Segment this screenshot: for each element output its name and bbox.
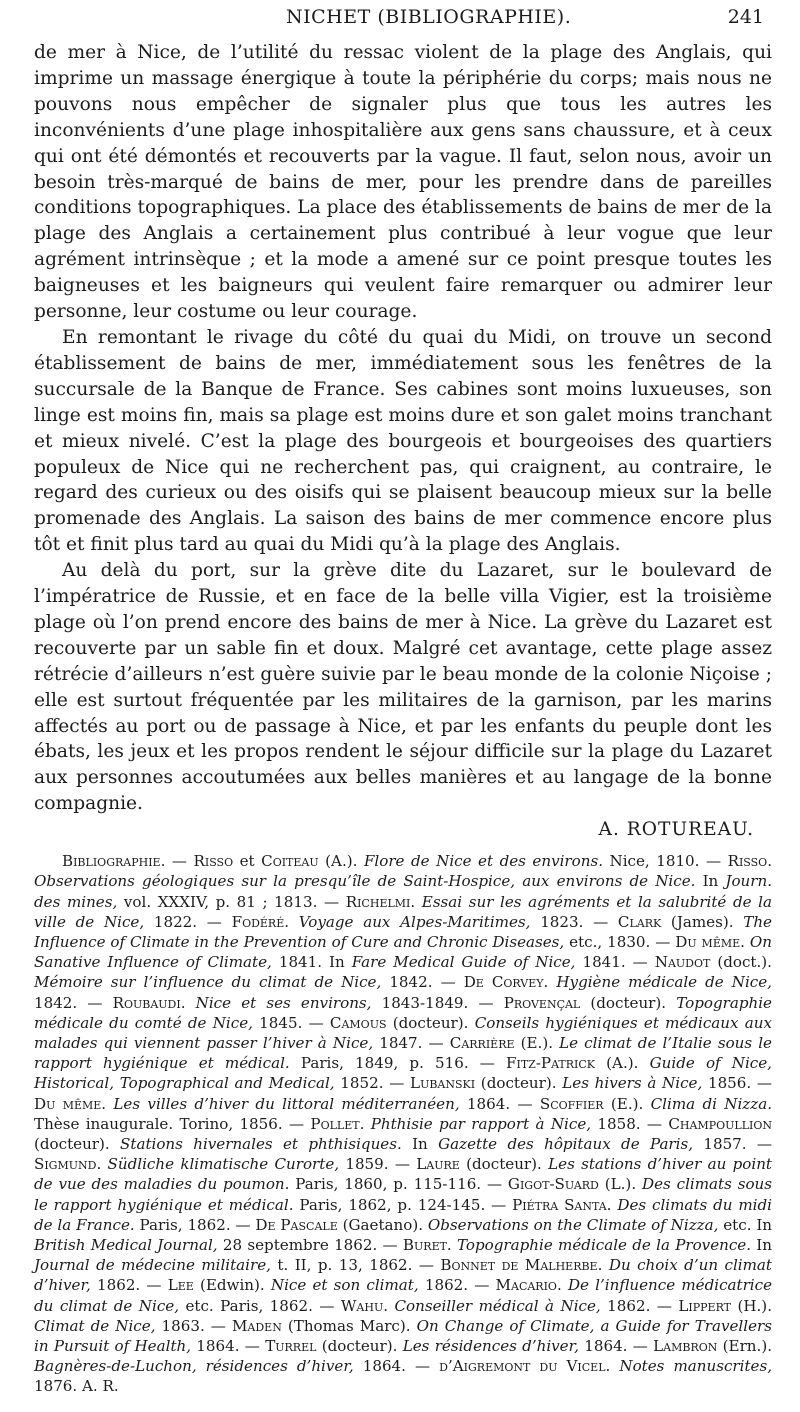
- bib-text: (E.).: [514, 1034, 560, 1053]
- bib-author: Clark: [617, 912, 662, 931]
- bib-title: Observations géologiques sur la presqu’île de Saint-Hospice, aux environs de Nice.: [34, 872, 696, 891]
- bib-text: (H.).: [731, 1296, 772, 1315]
- bib-text: Nice, 1810. —: [603, 852, 728, 871]
- bib-text: (Thomas Marc).: [281, 1316, 417, 1335]
- bib-title: On Sanative Influence of Climate,: [34, 933, 772, 972]
- bib-text: Paris, 1849, p. 516. —: [289, 1054, 507, 1073]
- bib-author: Turrel: [265, 1337, 317, 1356]
- bib-text: 1852. —: [334, 1074, 411, 1093]
- bib-text: (Ern.).: [717, 1337, 772, 1356]
- bib-author: De Pascale: [255, 1215, 338, 1234]
- bib-title: Topographie médicale de la Provence.: [457, 1236, 752, 1255]
- bib-text: [415, 893, 422, 911]
- bib-author: Provençal: [503, 993, 581, 1012]
- bib-text: 1843-1849. —: [371, 993, 504, 1012]
- bib-title: The Influence of Climate in the Prevention of Cure and Chronic Diseases,: [34, 912, 772, 951]
- bib-title: Gazette des hôpitaux de Paris,: [438, 1135, 694, 1154]
- bib-text: In: [751, 1236, 772, 1255]
- bib-text: 1841. —: [575, 953, 655, 972]
- bib-title: Hygiène médicale de Nice,: [556, 973, 772, 992]
- bib-text: (Gaetano).: [337, 1215, 428, 1234]
- bib-text: (docteur).: [459, 1155, 549, 1174]
- bib-text: 1864. —: [459, 1094, 540, 1113]
- bib-text: 1842. —: [381, 973, 464, 992]
- bib-text: (L.).: [598, 1175, 642, 1194]
- bib-text: vol. XXXIV, p. 81 ; 1813. —: [117, 892, 346, 911]
- bib-text: (docteur).: [386, 1013, 475, 1032]
- bib-text: 1876. A. R.: [34, 1377, 119, 1396]
- bib-text: In: [401, 1135, 439, 1154]
- bib-title: Notes manuscrites,: [619, 1357, 772, 1376]
- bib-title: Climat de Nice,: [34, 1316, 156, 1335]
- bib-author: Camous: [329, 1013, 387, 1032]
- bib-title: Voyage aux Alpes-Maritimes,: [298, 912, 531, 931]
- bib-title: Clima di Nizza.: [650, 1094, 772, 1113]
- bib-text: (A.).: [595, 1054, 650, 1073]
- bib-text: 1862. —: [90, 1276, 168, 1295]
- document-page: [34, 0, 772, 1397]
- bib-text: (James).: [661, 912, 744, 931]
- page-number: 241: [727, 6, 764, 28]
- bib-title: On Change of Climate, a Guide for Travellers in Pursuit of Health,: [34, 1316, 772, 1356]
- bib-author: Bonnet de Malherbe.: [440, 1256, 603, 1275]
- bib-title: Conseiller médical à Nice,: [394, 1296, 601, 1315]
- bib-text: 1842. —: [34, 993, 113, 1012]
- author-signature: A. ROTUREAU.: [598, 819, 754, 841]
- bib-author: Fitz-Patrick: [506, 1054, 596, 1073]
- bib-title: Fare Medical Guide of Nice,: [351, 953, 576, 972]
- bib-author: Lippert: [678, 1296, 732, 1315]
- bib-text: 1822. —: [144, 912, 232, 931]
- bib-title: Nice et son climat,: [270, 1276, 419, 1295]
- bib-author: Bibliographie.: [62, 852, 166, 871]
- bib-author: Maden: [231, 1316, 282, 1335]
- bib-title: Stations hivernales et phthisiques.: [120, 1135, 402, 1154]
- paragraph: En remontant le rivage du côté du quai du Midi, on trouve un second établissement de bains de mer, immédiatement sous les fenêtres de la succursale de la Banque de France. Ses cabines sont moins luxueuses, son linge est moins fin, mais sa plage est moins dure et son galet moins tranchant et mieux nivelé. C’est la plage des bourgeois et bourgeoises des quartiers populeux de Nice qui ne recherchent pas, qui craignent, au contraire, le regard des curieux ou des oisifs qui se plaisent beaucoup mieux sur la belle promenade des Anglais. La saison des bains de mer commence encore plus tôt et finit plus tard au quai du Midi qu’à la plage des Anglais.: [34, 326, 772, 556]
- bib-text: 1862. —: [600, 1296, 679, 1315]
- bib-title: Essai sur les agréments et la salubrité de la ville de Nice,: [34, 892, 773, 931]
- bib-text: 28 septembre 1862. —: [217, 1236, 403, 1255]
- bib-author: Scoffier: [539, 1094, 604, 1113]
- running-header: [34, 0, 772, 40]
- running-title: NICHET (BIBLIOGRAPHIE).: [286, 6, 572, 28]
- bib-text: 1863. —: [155, 1316, 232, 1335]
- article-body: [34, 40, 772, 817]
- bib-title: Topographie médicale du comté de Nice,: [34, 993, 772, 1032]
- bib-author: Lambron: [653, 1337, 718, 1356]
- bib-text: 1847. —: [373, 1034, 450, 1053]
- bib-author: Naudot: [654, 953, 711, 972]
- bib-text: (A.).: [318, 852, 364, 871]
- bib-text: In: [695, 872, 726, 891]
- bib-title: Le climat de l’Italie sous le rapport hygiénique et médical.: [34, 1034, 772, 1073]
- bib-title: Südliche klimatische Curorte,: [107, 1155, 340, 1174]
- bib-title: Les stations d’hiver au point de vue des maladies du poumon.: [34, 1155, 772, 1194]
- bib-title: Mémoire sur l’influence du climat de Nice,: [34, 973, 382, 992]
- bib-title: Journ. des mines,: [34, 872, 772, 911]
- bib-text: (E.).: [603, 1094, 651, 1113]
- bib-text: 1845. —: [252, 1013, 330, 1032]
- bib-text: t. II, p. 13, 1862. —: [270, 1256, 441, 1275]
- bib-text: 1862. —: [418, 1276, 496, 1295]
- bib-author: Wahu.: [340, 1296, 389, 1315]
- bib-author: De Corvey.: [463, 973, 549, 992]
- bib-author: Risso.: [727, 852, 772, 871]
- bib-text: (docteur).: [580, 993, 677, 1012]
- bib-text: (docteur).: [475, 1074, 563, 1093]
- bibliography: [34, 851, 772, 1396]
- bib-title: British Medical Journal,: [34, 1236, 218, 1255]
- bib-author: Du même.: [34, 1094, 107, 1113]
- bib-author: Macario.: [495, 1276, 562, 1295]
- bib-text: et: [233, 852, 262, 871]
- bib-author: Pollet.: [310, 1114, 365, 1133]
- bib-text: (docteur).: [34, 1135, 121, 1154]
- bib-text: etc. In: [718, 1215, 773, 1234]
- bib-text: etc. Paris, 1862. —: [179, 1296, 341, 1315]
- bib-author: Risso: [193, 852, 234, 871]
- bib-text: 1864. —: [191, 1337, 266, 1356]
- bib-author: Champoullion: [668, 1114, 772, 1133]
- bib-text: Thèse inaugurale. Torino, 1856. —: [34, 1114, 311, 1133]
- bib-text: 1864. —: [578, 1337, 654, 1356]
- bib-text: (docteur).: [316, 1337, 403, 1356]
- bib-author: Buret.: [402, 1236, 452, 1255]
- bib-text: [289, 913, 299, 931]
- bib-author: Gigot-Suard: [507, 1175, 599, 1194]
- bib-title: Conseils hygiéniques et médicaux aux malades qui viennent passer l’hiver à Nice,: [34, 1013, 772, 1053]
- bib-title: Les villes d’hiver du littoral méditerranéen,: [113, 1094, 460, 1113]
- bib-title: De l’influence médicatrice du climat de Nice,: [34, 1276, 773, 1315]
- bib-author: Piétra Santa.: [512, 1195, 612, 1214]
- bib-author: Lee: [167, 1276, 194, 1295]
- bib-title: Flore de Nice et des environs.: [363, 852, 603, 871]
- bib-text: 1859. —: [339, 1155, 417, 1174]
- bib-text: etc., 1830. —: [564, 933, 676, 951]
- bib-author: Sigmund.: [34, 1155, 102, 1174]
- bib-text: 1864. —: [353, 1357, 440, 1376]
- bib-title: Nice et ses environs,: [195, 993, 372, 1012]
- bib-title: Guide of Nice, Historical, Topographical and Medical,: [34, 1054, 772, 1093]
- bib-text: [186, 994, 196, 1012]
- bib-title: Journal de médecine militaire,: [34, 1256, 271, 1275]
- bib-text: Paris, 1862, p. 124-145. —: [293, 1195, 513, 1214]
- bib-text: 1823. —: [530, 912, 618, 931]
- bib-text: Paris, 1860, p. 115-116. —: [289, 1175, 508, 1194]
- bib-text: Paris, 1862. —: [134, 1215, 256, 1234]
- bib-title: Phthisie par rapport à Nice,: [370, 1114, 592, 1133]
- bib-author: Roubaudi.: [112, 993, 186, 1012]
- bib-author: Lubanski: [410, 1074, 476, 1093]
- bib-text: 1856. —: [702, 1074, 772, 1093]
- bib-title: Du choix d’un climat d’hiver,: [34, 1256, 772, 1295]
- bib-title: Observations on the Climate of Nizza,: [427, 1215, 719, 1234]
- bib-text: (doct.).: [710, 953, 772, 972]
- bib-author: Carrière: [449, 1034, 515, 1053]
- bib-author: Richelmi.: [345, 892, 416, 911]
- bib-author: Fodéré.: [231, 912, 290, 931]
- paragraph: Au delà du port, sur la grève dite du Lazaret, sur le boulevard de l’impératrice de Russie, et en face de la belle villa Vigier, est la troisième plage où l’on prend encore des bains de mer à Nice. La grève du Lazaret est recouverte par un sable fin et doux. Malgré cet avantage, cette plage assez rétrécie d’ailleurs n’est guère suivie par le beau monde de la colonie Niçoise ; elle est surtout fréquentée par les militaires de la garnison, par les marins affectés au port ou de passage à Nice, et par les enfants du peuple dont les ébats, les jeux et les propos rendent le séjour difficile sur la plage du Lazaret aux personnes accoutumées aux belles manières et au langage de la bonne compagnie.: [34, 560, 772, 815]
- bib-title: Les résidences d’hiver,: [402, 1337, 579, 1356]
- bib-author: Laure: [416, 1155, 460, 1174]
- bib-text: 1858. —: [591, 1114, 669, 1133]
- bib-text: 1841. In: [271, 953, 352, 972]
- bib-author: Coiteau: [261, 852, 319, 871]
- bib-title: Des climats sous le rapport hygiénique et médical.: [34, 1175, 772, 1214]
- bib-author: d’Aigremont du Vicel.: [439, 1357, 611, 1376]
- bib-title: Des climats du midi de la France.: [34, 1195, 772, 1234]
- bib-text: (Edwin).: [193, 1276, 271, 1295]
- bib-author: Du même.: [675, 933, 745, 951]
- paragraph: de mer à Nice, de l’utilité du ressac violent de la plage des Anglais, qui imprime un massage énergique à toute la périphérie du corps; mais nous ne pouvons nous empêcher de signaler plus que tous les autres les inconvénients d’une plage inhospitalière aux gens sans chaussure, et à ceux qui ont été démontés et recouverts par la vague. Il faut, selon nous, avoir un besoin très-marqué de bains de mer, pour les prendre dans de pareilles conditions topographiques. La place des établissements de bains de mer de la plage des Anglais a certainement plus contribué à leur vogue que leur agrément intrinsèque ; et la mode a amené sur ce point presque toutes les baigneuses et les baigneurs qui veulent faire remarquer ou admirer leur personne, leur costume ou leur courage.: [34, 42, 772, 323]
- bib-text: 1857. —: [693, 1135, 772, 1154]
- bib-title: Les hivers à Nice,: [562, 1074, 703, 1093]
- bib-title: Bagnères-de-Luchon, résidences d’hiver,: [34, 1357, 354, 1376]
- bib-text: —: [165, 852, 194, 871]
